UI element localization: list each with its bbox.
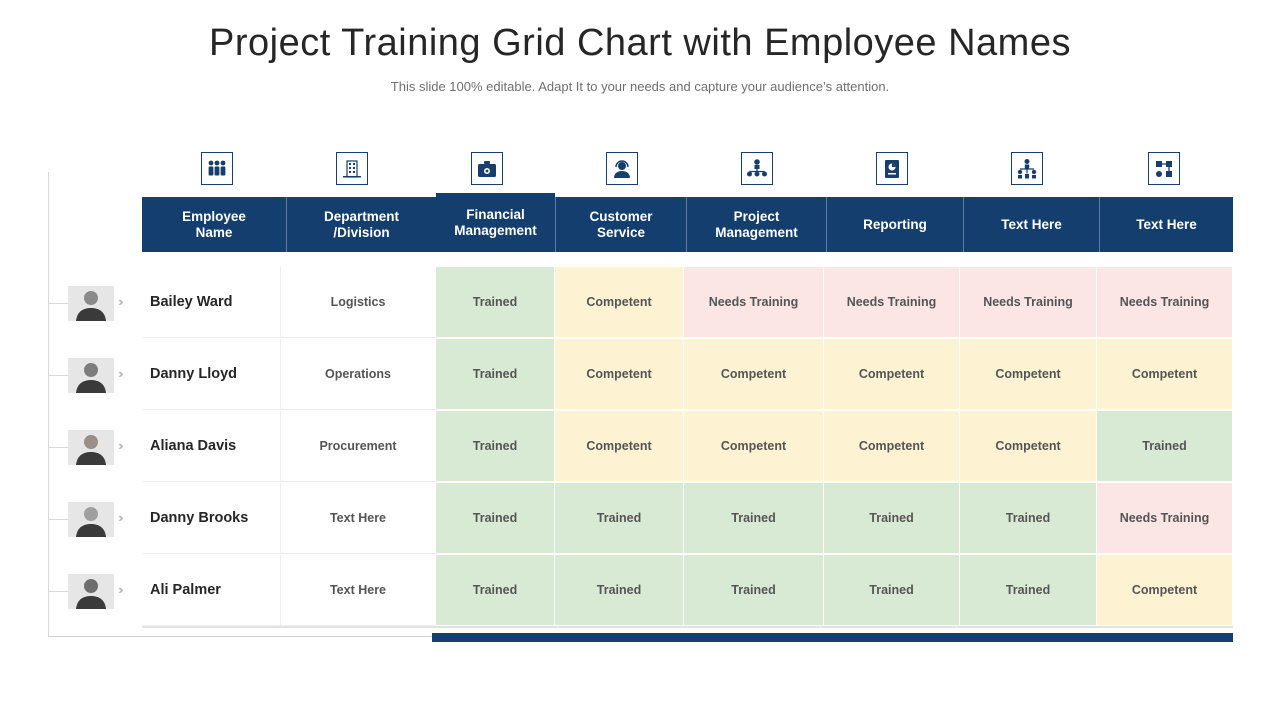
timeline-tick [48, 303, 68, 304]
status-cell: Needs Training [684, 267, 824, 338]
report-chart-icon [876, 152, 908, 185]
status-cell: Competent [555, 411, 684, 482]
building-icon [336, 152, 368, 185]
people-group-icon [201, 152, 233, 185]
avatar [68, 574, 114, 609]
status-cell: Competent [960, 411, 1097, 482]
employee-name: Ali Palmer [142, 555, 280, 626]
status-cell: Needs Training [1097, 267, 1233, 338]
department-cell: Logistics [280, 267, 436, 338]
status-cell: Trained [436, 339, 555, 410]
column-header-customer-service: Customer Service [555, 197, 686, 252]
avatar [68, 502, 114, 537]
status-cell: Needs Training [1097, 483, 1233, 554]
workflow-icon [1148, 152, 1180, 185]
status-cell: Competent [684, 411, 824, 482]
status-cell: Competent [1097, 555, 1233, 626]
column-header-department: Department /Division [286, 197, 436, 252]
status-cell: Trained [555, 555, 684, 626]
chevron-right-icon: ›› [118, 510, 121, 525]
employee-name: Bailey Ward [142, 267, 280, 338]
column-header-reporting: Reporting [826, 197, 963, 252]
status-cell: Trained [960, 555, 1097, 626]
department-cell: Text Here [280, 483, 436, 554]
status-cell: Trained [824, 555, 960, 626]
accent-bar [432, 633, 1233, 642]
status-cell: Trained [436, 411, 555, 482]
org-hierarchy-icon [741, 152, 773, 185]
employee-name: Danny Lloyd [142, 339, 280, 410]
column-header-employee-name: Employee Name [142, 197, 286, 252]
status-cell: Competent [824, 411, 960, 482]
team-network-icon [1011, 152, 1043, 185]
status-cell: Trained [960, 483, 1097, 554]
status-cell: Competent [555, 339, 684, 410]
chevron-right-icon: ›› [118, 582, 121, 597]
status-cell: Needs Training [824, 267, 960, 338]
status-cell: Trained [436, 483, 555, 554]
timeline-tick [48, 447, 68, 448]
bottom-divider [48, 636, 432, 637]
department-cell: Text Here [280, 555, 436, 626]
timeline-tick [48, 591, 68, 592]
timeline-tick [48, 519, 68, 520]
status-cell: Trained [824, 483, 960, 554]
status-cell: Trained [1097, 411, 1233, 482]
status-cell: Trained [436, 555, 555, 626]
avatar [68, 358, 114, 393]
avatar [68, 286, 114, 321]
department-cell: Operations [280, 339, 436, 410]
page-subtitle: This slide 100% editable. Adapt It to your needs and capture your audience’s attention. [390, 79, 890, 94]
status-cell: Competent [684, 339, 824, 410]
column-header-project-management: Project Management [686, 197, 826, 252]
avatar [68, 430, 114, 465]
department-cell: Procurement [280, 411, 436, 482]
page-title: Project Training Grid Chart with Employee Names [209, 22, 1071, 64]
briefcase-money-icon [471, 152, 503, 185]
status-cell: Competent [960, 339, 1097, 410]
table-bottom-border [142, 626, 1233, 628]
status-cell: Trained [555, 483, 684, 554]
chevron-right-icon: ›› [118, 366, 121, 381]
headset-agent-icon [606, 152, 638, 185]
status-cell: Competent [1097, 339, 1233, 410]
status-cell: Competent [824, 339, 960, 410]
timeline-line [48, 172, 49, 637]
chevron-right-icon: ›› [118, 294, 121, 309]
timeline-tick [48, 375, 68, 376]
column-header-text-here-1: Text Here [963, 197, 1099, 252]
status-cell: Needs Training [960, 267, 1097, 338]
column-header-text-here-2: Text Here [1099, 197, 1233, 252]
column-header-financial-management: Financial Management [436, 193, 555, 252]
status-cell: Competent [555, 267, 684, 338]
employee-name: Aliana Davis [142, 411, 280, 482]
employee-name: Danny Brooks [142, 483, 280, 554]
status-cell: Trained [684, 555, 824, 626]
status-cell: Trained [684, 483, 824, 554]
chevron-right-icon: ›› [118, 438, 121, 453]
status-cell: Trained [436, 267, 555, 338]
